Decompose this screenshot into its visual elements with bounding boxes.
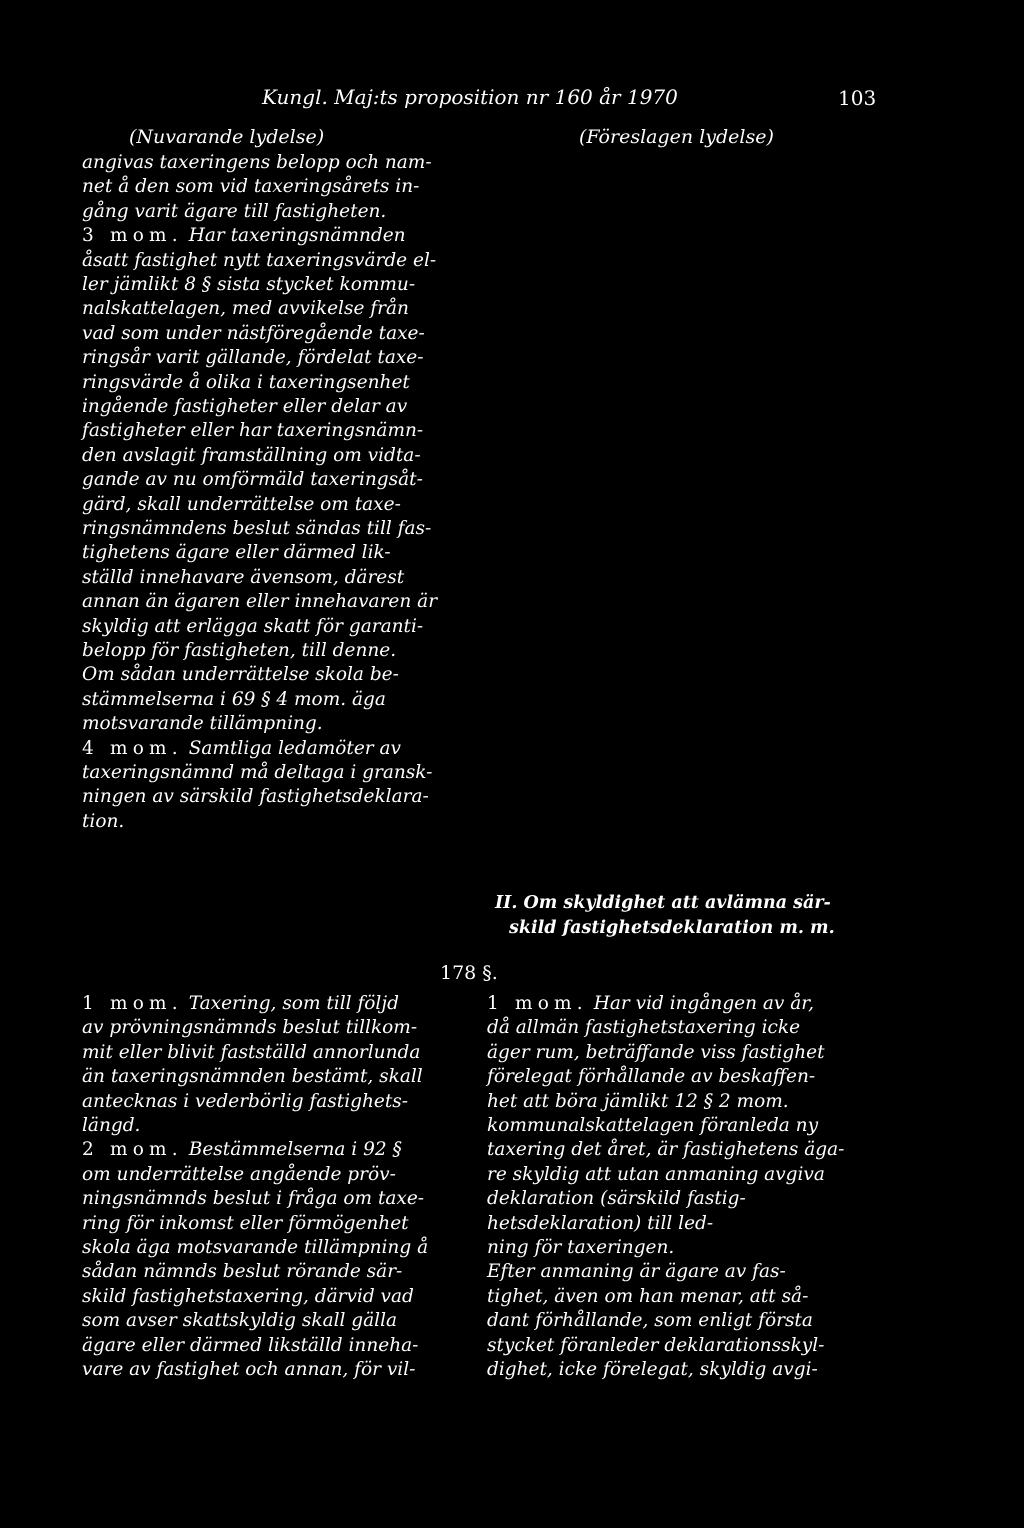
line-text: ning för taxeringen. bbox=[487, 1237, 675, 1258]
line-text: hetsdeklaration) till led- bbox=[487, 1212, 714, 1234]
page-number: 103 bbox=[838, 86, 877, 110]
paragraph-lead: 3 mom. bbox=[82, 225, 183, 247]
line-text: ningsnämnds beslut i fråga om taxe- bbox=[82, 1188, 425, 1210]
running-title: Kungl. Maj:ts proposition nr 160 år 1970 bbox=[262, 85, 678, 109]
line-text: den avslagit framställning om vidta- bbox=[82, 444, 421, 466]
line-text: av prövningsnämnds beslut tillkom- bbox=[82, 1017, 418, 1039]
paragraph-lead: 4 mom. bbox=[82, 737, 183, 759]
text-line bbox=[82, 396, 407, 417]
line-text: sådan nämnds beslut rörande sär- bbox=[82, 1261, 403, 1283]
text-line bbox=[82, 542, 391, 563]
line-text: annan än ägaren eller innehavaren är bbox=[82, 591, 438, 613]
text-line bbox=[82, 1213, 409, 1234]
line-text: ningen av särskild fastighetsdeklara- bbox=[82, 786, 429, 808]
text-line bbox=[487, 1213, 713, 1234]
text-line bbox=[82, 811, 124, 832]
text-line bbox=[487, 1115, 818, 1136]
text-line bbox=[487, 1335, 824, 1356]
text-line bbox=[487, 1164, 825, 1185]
line-text: ägare eller därmed likställd inneha- bbox=[82, 1334, 419, 1356]
line-text: Har vid ingången av år, bbox=[587, 993, 814, 1014]
text-line bbox=[82, 993, 399, 1014]
text-line bbox=[487, 1042, 825, 1063]
line-text: tighetens ägare eller därmed lik- bbox=[82, 542, 391, 564]
line-text: vad som under nästföregående taxe- bbox=[82, 322, 425, 344]
text-line bbox=[487, 993, 814, 1014]
line-text: Efter anmaning är ägare av fas- bbox=[487, 1261, 786, 1283]
line-text: ler jämlikt 8 § sista stycket kommu- bbox=[82, 274, 416, 295]
line-text: skola äga motsvarande tillämpning å bbox=[82, 1237, 429, 1258]
text-line bbox=[82, 494, 401, 515]
line-text: ringsnämndens beslut sändas till fas- bbox=[82, 518, 432, 539]
line-text: om underrättelse angående pröv- bbox=[82, 1163, 396, 1185]
text-line bbox=[487, 1286, 808, 1307]
text-line bbox=[82, 738, 401, 759]
line-text: ring för inkomst eller förmögenhet bbox=[82, 1212, 409, 1234]
line-text: ingående fastigheter eller delar av bbox=[82, 396, 408, 417]
text-line bbox=[82, 616, 423, 637]
line-text: ringsvärde å olika i taxeringsenhet bbox=[82, 371, 410, 393]
line-text: gande av nu omförmäld taxeringsåt- bbox=[82, 469, 423, 491]
line-text: net å den som vid taxeringsårets in- bbox=[82, 176, 420, 198]
line-text: längd. bbox=[82, 1115, 141, 1136]
text-line bbox=[82, 201, 386, 222]
text-line bbox=[82, 518, 431, 539]
text-line bbox=[82, 713, 323, 734]
text-line bbox=[487, 1188, 746, 1209]
line-text: re skyldig att utan anmaning avgiva bbox=[487, 1163, 825, 1185]
line-text: dant förhållande, som enligt första bbox=[487, 1310, 813, 1332]
text-line bbox=[82, 1286, 414, 1307]
line-text: Har taxeringsnämnden bbox=[182, 225, 406, 247]
line-text: stycket föranleder deklarationsskyl- bbox=[487, 1334, 825, 1356]
text-line bbox=[487, 1261, 786, 1282]
text-line bbox=[82, 420, 423, 441]
text-line bbox=[82, 591, 437, 612]
line-text: fastigheter eller har taxeringsnämn- bbox=[82, 420, 424, 442]
section-heading-line2: skild fastighetsdeklaration m. m. bbox=[509, 918, 835, 938]
text-line bbox=[487, 1359, 818, 1380]
text-line bbox=[82, 664, 399, 685]
text-line bbox=[82, 786, 429, 807]
text-line bbox=[82, 445, 421, 466]
text-line bbox=[487, 1091, 789, 1112]
text-line bbox=[82, 1139, 402, 1160]
text-line bbox=[82, 567, 404, 588]
text-line bbox=[82, 1115, 140, 1136]
line-text: het att böra jämlikt 12 § 2 mom. bbox=[487, 1090, 789, 1112]
line-text: kommunalskattelagen föranleda ny bbox=[487, 1115, 819, 1136]
line-text: än taxeringsnämnden bestämt, skall bbox=[82, 1066, 423, 1088]
text-line bbox=[82, 689, 386, 710]
line-text: som avser skattskyldig skall gälla bbox=[82, 1310, 398, 1332]
right-column-heading: (Föreslagen lydelse) bbox=[579, 126, 774, 148]
text-line bbox=[82, 298, 409, 319]
line-text: vare av fastighet och annan, för vil- bbox=[82, 1359, 416, 1380]
line-text: åsatt fastighet nytt taxeringsvärde el- bbox=[82, 249, 437, 271]
text-line bbox=[82, 1017, 417, 1038]
text-line bbox=[82, 152, 432, 173]
line-text: Taxering, som till följd bbox=[182, 993, 399, 1014]
line-text: mit eller blivit fastställd annorlunda bbox=[82, 1041, 421, 1063]
text-line bbox=[487, 1017, 800, 1038]
line-text: gång varit ägare till fastigheten. bbox=[82, 200, 387, 222]
text-line bbox=[487, 1310, 813, 1331]
line-text: tighet, även om han menar, att så- bbox=[487, 1285, 809, 1307]
paragraph-marker: 178 §. bbox=[440, 962, 498, 984]
line-text: förelegat förhållande av beskaffen- bbox=[487, 1066, 816, 1088]
line-text: angivas taxeringens belopp och nam- bbox=[82, 152, 432, 173]
text-line bbox=[82, 225, 406, 246]
text-line bbox=[487, 1066, 815, 1087]
text-line bbox=[82, 1237, 428, 1258]
line-text: dighet, icke förelegat, skyldig avgi- bbox=[487, 1359, 818, 1380]
text-line bbox=[82, 1042, 420, 1063]
line-text: Bestämmelserna i 92 § bbox=[182, 1139, 402, 1161]
text-line bbox=[82, 469, 423, 490]
line-text: Om sådan underrättelse skola be- bbox=[82, 664, 399, 686]
text-line bbox=[82, 640, 396, 661]
text-line bbox=[82, 323, 425, 344]
paragraph-lead: 1 mom. bbox=[82, 993, 183, 1014]
line-text: deklaration (särskild fastig- bbox=[487, 1188, 746, 1210]
line-text: då allmän fastighetstaxering icke bbox=[487, 1017, 801, 1039]
text-line bbox=[82, 1188, 424, 1209]
line-text: taxering det året, är fastighetens äga- bbox=[487, 1139, 845, 1161]
line-text: skyldig att erlägga skatt för garanti- bbox=[82, 615, 424, 637]
section-heading-line1: II. Om skyldighet att avlämna sär- bbox=[495, 893, 831, 913]
paragraph-lead: 1 mom. bbox=[487, 993, 588, 1014]
paragraph-lead: 2 mom. bbox=[82, 1139, 183, 1161]
text-line bbox=[82, 176, 419, 197]
text-line bbox=[487, 1237, 674, 1258]
line-text: tion. bbox=[82, 810, 125, 832]
text-line bbox=[82, 274, 415, 295]
text-line bbox=[82, 1310, 397, 1331]
left-column-heading: (Nuvarande lydelse) bbox=[129, 126, 325, 148]
line-text: gärd, skall underrättelse om taxe- bbox=[82, 493, 401, 515]
line-text: stämmelserna i 69 § 4 mom. äga bbox=[82, 688, 386, 710]
text-line bbox=[82, 347, 424, 368]
text-line bbox=[82, 1091, 408, 1112]
text-line bbox=[82, 250, 436, 271]
line-text: skild fastighetstaxering, därvid vad bbox=[82, 1285, 414, 1307]
line-text: antecknas i vederbörlig fastighets- bbox=[82, 1090, 409, 1112]
line-text: Samtliga ledamöter av bbox=[182, 737, 401, 759]
text-line bbox=[82, 1359, 415, 1380]
text-line bbox=[82, 1261, 402, 1282]
text-line bbox=[82, 1066, 423, 1087]
text-line bbox=[82, 372, 410, 393]
text-line bbox=[82, 762, 432, 783]
text-line bbox=[487, 1139, 844, 1160]
text-line bbox=[82, 1335, 418, 1356]
line-text: nalskattelagen, med avvikelse från bbox=[82, 298, 409, 320]
line-text: belopp för fastigheten, till denne. bbox=[82, 640, 397, 661]
line-text: äger rum, beträffande viss fastighet bbox=[487, 1041, 825, 1063]
line-text: taxeringsnämnd må deltaga i gransk- bbox=[82, 762, 433, 783]
line-text: ringsår varit gällande, fördelat taxe- bbox=[82, 347, 424, 369]
line-text: ställd innehavare ävensom, därest bbox=[82, 566, 405, 588]
line-text: motsvarande tillämpning. bbox=[82, 713, 323, 735]
text-line bbox=[82, 1164, 396, 1185]
